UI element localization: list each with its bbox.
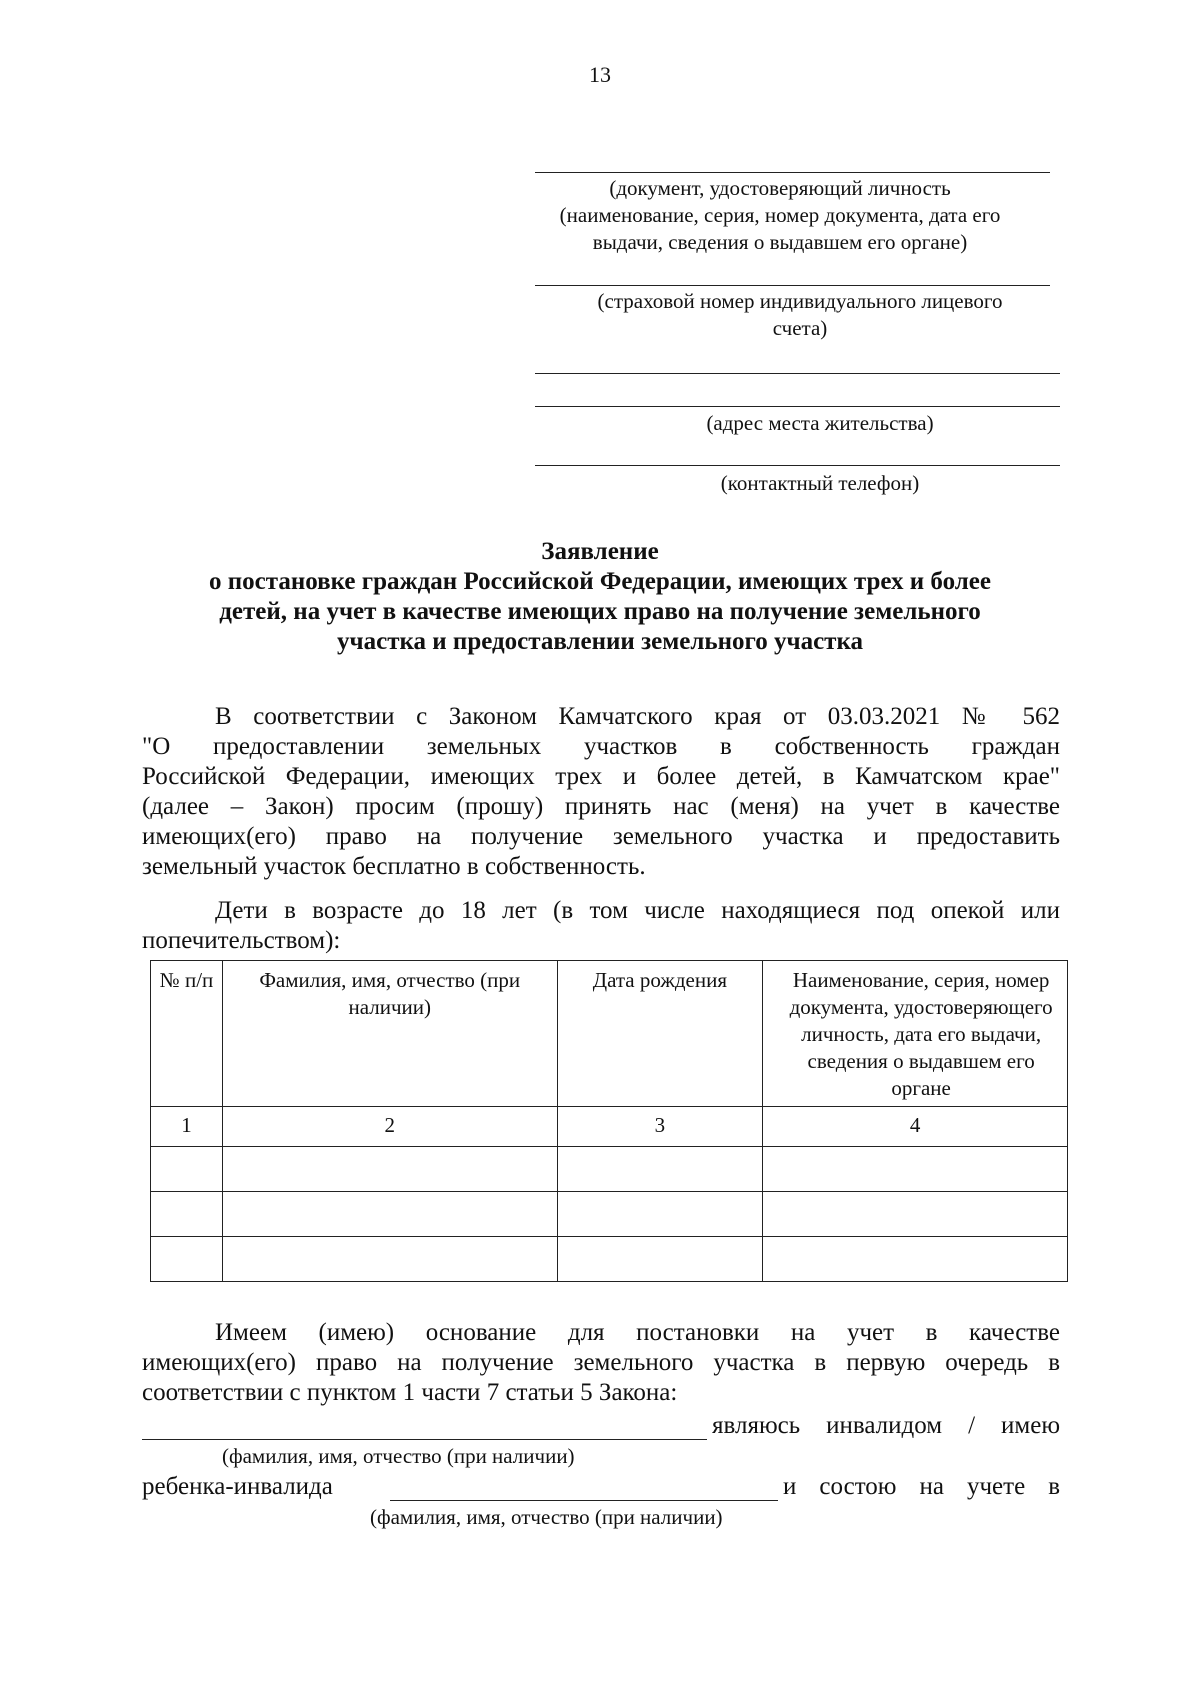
phone-fill-line[interactable]	[535, 465, 1060, 466]
children-intro	[142, 896, 1060, 956]
index-cell: 1	[151, 1107, 223, 1147]
fio-fill-line-1[interactable]	[142, 1439, 707, 1440]
paragraph-line: имеющих(его) право на получение земельного участка и предоставить	[142, 823, 1060, 850]
table-row[interactable]	[151, 1192, 1068, 1237]
table-cell[interactable]	[763, 1147, 1068, 1192]
table-cell[interactable]	[151, 1237, 223, 1282]
table-cell[interactable]	[222, 1192, 557, 1237]
title-line: участка и предоставлении земельного участка	[337, 628, 863, 655]
paragraph-line: В соответствии с Законом Камчатского края от 03.03.2021 № 562	[215, 703, 1060, 730]
table-cell[interactable]	[222, 1147, 557, 1192]
document-title	[130, 537, 1070, 657]
title-heading: Заявление	[541, 538, 659, 565]
table-cell[interactable]	[763, 1192, 1068, 1237]
paragraph-line: (далее – Закон) просим (прошу) принять нас (меня) на учет в качестве	[142, 793, 1060, 820]
paragraph-line: Имеем (имею) основание для постановки на учет в качестве	[215, 1319, 1060, 1346]
paragraph-line: имеющих(его) право на получение земельного участка в первую очередь в	[142, 1349, 1060, 1376]
table-header-row	[151, 961, 1068, 1107]
fio-caption-2: (фамилия, имя, отчество (при наличии)	[370, 1505, 723, 1529]
table-row[interactable]	[151, 1237, 1068, 1282]
paragraph-line: Российской Федерации, имеющих трех и более детей, в Камчатском крае"	[142, 763, 1060, 790]
paragraph-line: Дети в возрасте до 18 лет (в том числе находящиеся под опекой или	[215, 897, 1060, 924]
paragraph-line: земельный участок бесплатно в собственность.	[142, 853, 646, 880]
table-cell[interactable]	[151, 1147, 223, 1192]
doc-caption: (документ, удостоверяющий личность (наименование, серия, номер документа, дата его выдачи, сведения о выдавшем его органе)	[559, 176, 1001, 254]
header-cell-fio: Фамилия, имя, отчество (при наличии)	[222, 961, 557, 1107]
table-cell[interactable]	[557, 1237, 763, 1282]
phone-caption: (контактный телефон)	[720, 471, 920, 495]
header-cell-number: № п/п	[151, 961, 223, 1107]
priority-paragraph	[142, 1318, 1060, 1408]
doc-fill-line[interactable]	[535, 172, 1050, 173]
table-row[interactable]	[151, 1147, 1068, 1192]
table-cell[interactable]	[222, 1237, 557, 1282]
paragraph-line: соответствии с пунктом 1 части 7 статьи 5 Закона:	[142, 1379, 678, 1406]
address-fill-line-2[interactable]	[535, 406, 1060, 407]
address-fill-line-1[interactable]	[535, 373, 1060, 374]
fio-caption-1: (фамилия, имя, отчество (при наличии)	[222, 1444, 575, 1468]
index-cell: 4	[763, 1107, 1068, 1147]
intro-paragraph	[142, 702, 1060, 882]
title-line: о постановке граждан Российской Федерации, имеющих трех и более	[209, 568, 991, 595]
fio-fill-line-2[interactable]	[390, 1500, 778, 1501]
disabled-text: являюсь инвалидом / имею	[712, 1412, 1060, 1439]
index-cell: 2	[222, 1107, 557, 1147]
table-cell[interactable]	[763, 1237, 1068, 1282]
page-number: 13	[589, 62, 611, 87]
table-cell[interactable]	[557, 1147, 763, 1192]
table-cell[interactable]	[151, 1192, 223, 1237]
header-cell-document: Наименование, серия, номер документа, удостоверяющего личность, дата его выдачи, сведения о выдавшем его органе	[763, 961, 1068, 1107]
snils-caption: (страховой номер индивидуального лицевого счета)	[597, 289, 1003, 340]
header-cell-birthdate: Дата рождения	[557, 961, 763, 1107]
child-label: ребенка-инвалида	[142, 1473, 333, 1500]
snils-fill-line[interactable]	[535, 285, 1050, 286]
paragraph-line: "О предоставлении земельных участков в собственность граждан	[142, 733, 1060, 760]
index-cell: 3	[557, 1107, 763, 1147]
table-cell[interactable]	[557, 1192, 763, 1237]
paragraph-line: попечительством):	[142, 927, 341, 954]
children-table	[150, 960, 1068, 1282]
table-index-row	[151, 1107, 1068, 1147]
address-caption: (адрес места жительства)	[706, 411, 934, 435]
registered-text: и состою на учете в	[783, 1473, 1060, 1500]
title-line: детей, на учет в качестве имеющих право на получение земельного	[219, 598, 981, 625]
